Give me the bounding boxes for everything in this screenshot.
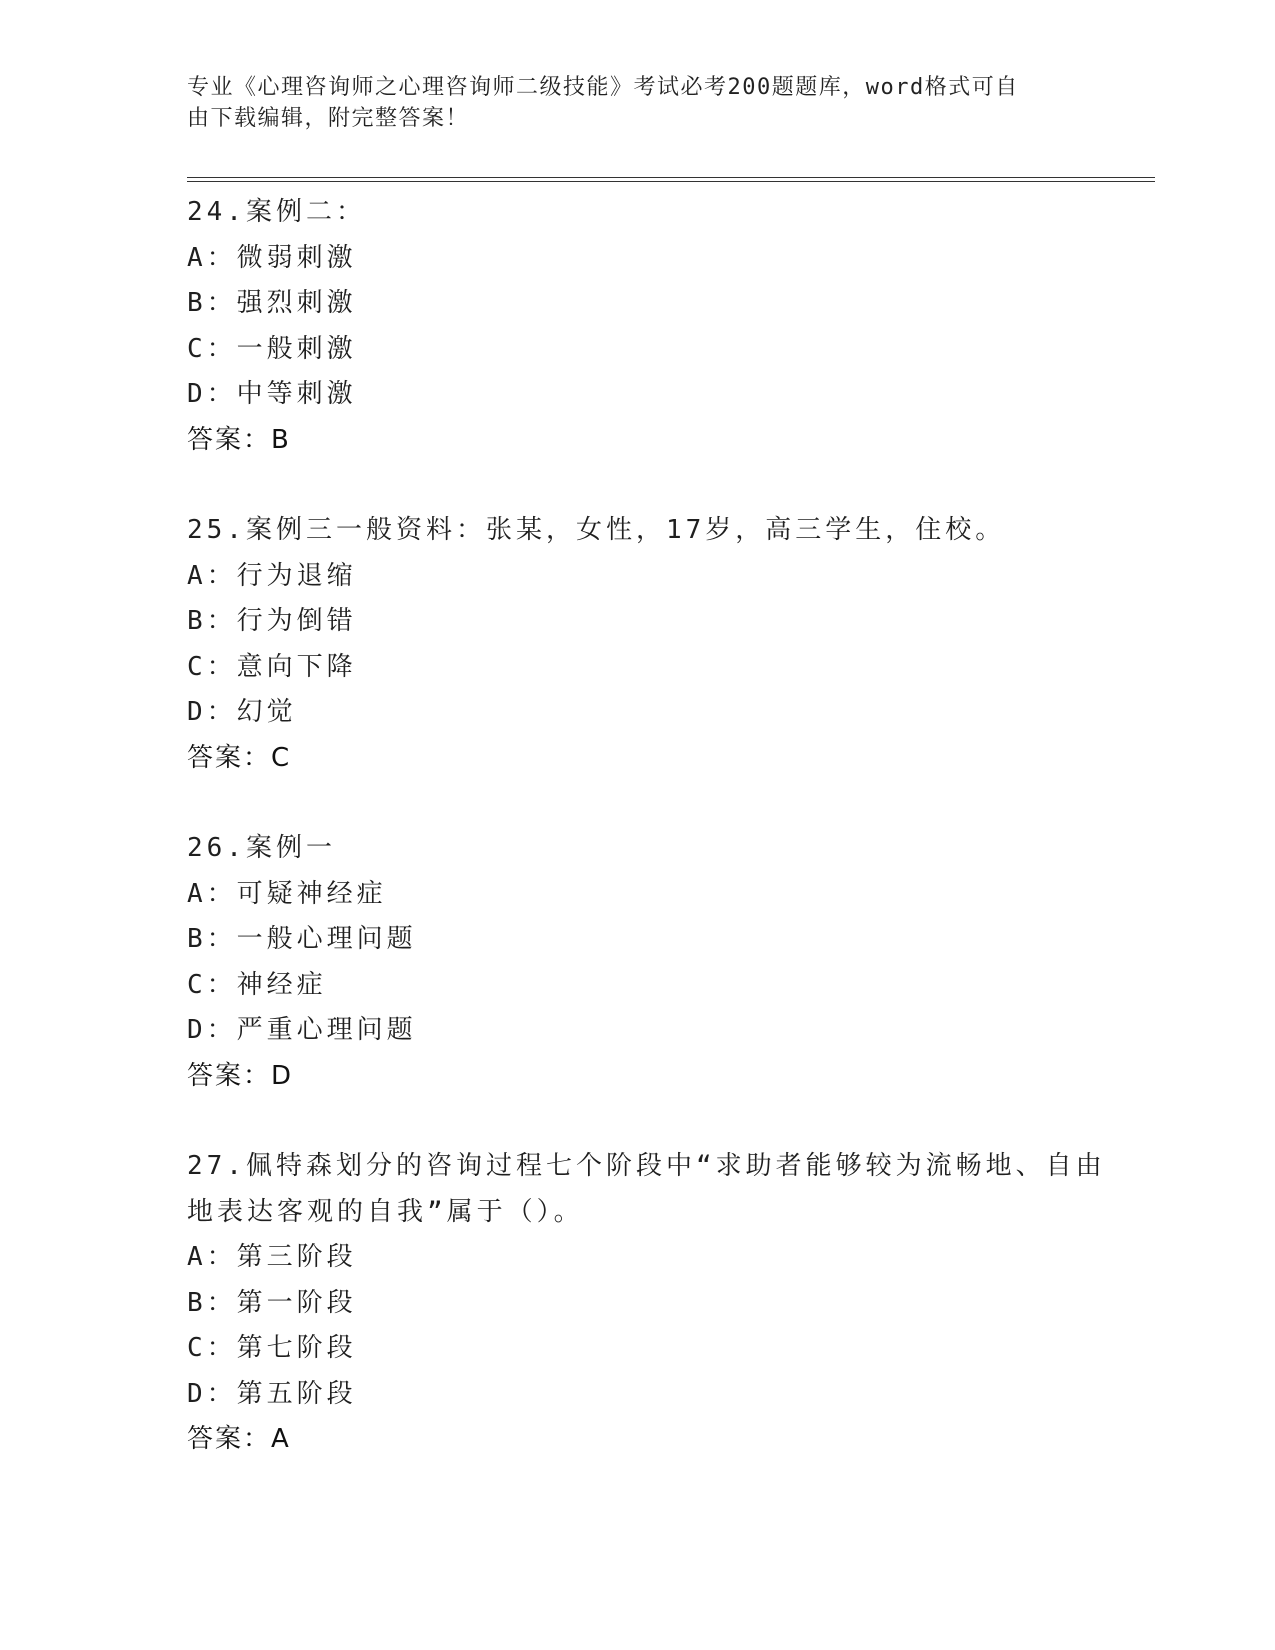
question-27 — [187, 1144, 1106, 1463]
question-list — [187, 190, 1106, 1463]
question-stem: 26.案例一 — [187, 833, 336, 863]
option-d: D：幻觉 — [187, 697, 297, 727]
answer-label: 答案：B — [187, 424, 291, 455]
option-c: C：意向下降 — [187, 651, 357, 682]
question-24 — [187, 190, 1087, 463]
question-spacer — [187, 463, 1087, 508]
question-stem: 25.案例三一般资料：张某，女性，17岁，高三学生，住校。 — [187, 515, 1006, 545]
header-divider-bottom — [187, 181, 1155, 182]
option-a: A：可疑神经症 — [187, 878, 387, 909]
header-line-2: 由下载编辑，附完整答案！ — [187, 106, 470, 131]
question-spacer — [187, 781, 1087, 826]
option-c: C：第七阶段 — [187, 1333, 357, 1363]
option-d: D：中等刺激 — [187, 379, 357, 409]
answer-label: 答案：A — [187, 1424, 291, 1454]
header-line-1: 专业《心理咨询师之心理咨询师二级技能》考试必考200题题库，word格式可自 — [187, 75, 1019, 100]
question-25 — [187, 508, 1087, 781]
question-stem-line-1: 27.佩特森划分的咨询过程七个阶段中“求助者能够较为流畅地、自由 — [187, 1151, 1106, 1181]
question-26 — [187, 826, 1087, 1099]
document-header — [187, 72, 1067, 134]
option-b: B：行为倒错 — [187, 606, 357, 636]
option-a: A：第三阶段 — [187, 1242, 357, 1272]
option-b: B：第一阶段 — [187, 1287, 357, 1318]
answer-label: 答案：C — [187, 742, 292, 773]
header-divider-top — [187, 177, 1155, 178]
option-c: C：一般刺激 — [187, 333, 357, 364]
option-b: B：一般心理问题 — [187, 924, 417, 954]
option-d: D：第五阶段 — [187, 1378, 357, 1409]
option-b: B：强烈刺激 — [187, 288, 357, 318]
option-a: A：行为退缩 — [187, 560, 357, 591]
option-a: A：微弱刺激 — [187, 242, 357, 273]
question-spacer — [187, 1099, 1087, 1144]
question-stem-line-2: 地表达客观的自我”属于（）。 — [187, 1196, 584, 1227]
answer-label: 答案：D — [187, 1060, 294, 1091]
option-c: C：神经症 — [187, 969, 327, 1000]
option-d: D：严重心理问题 — [187, 1015, 417, 1045]
question-stem: 24.案例二： — [187, 197, 366, 227]
